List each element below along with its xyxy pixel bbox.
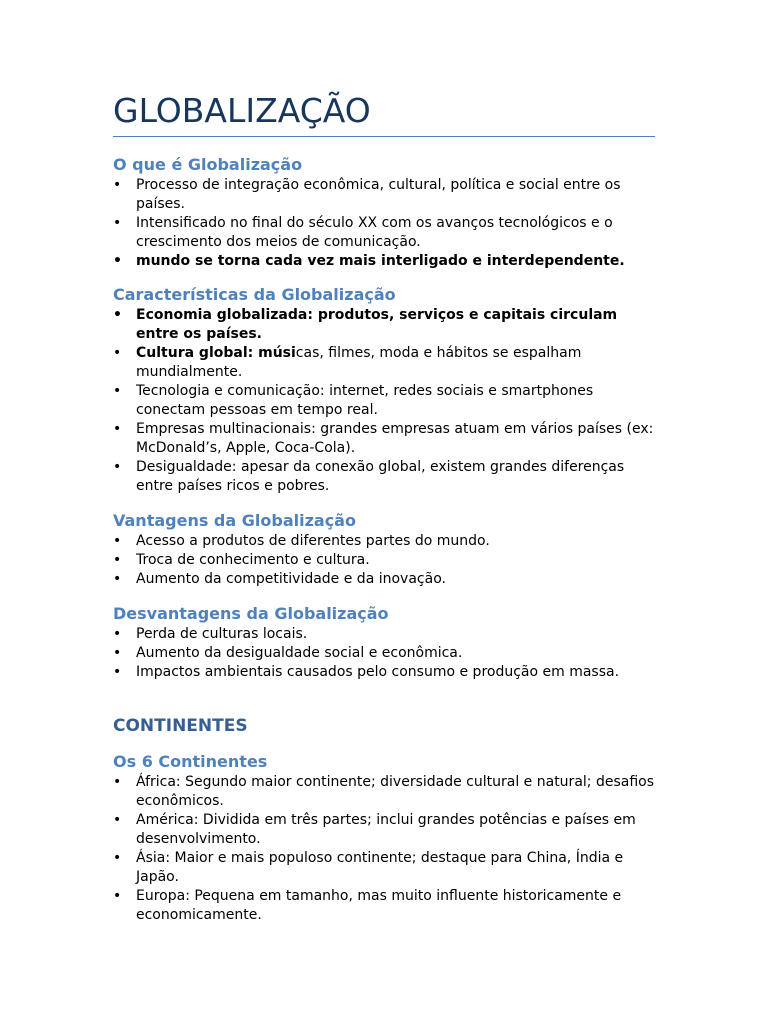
section-subheading: Os 6 Continentes <box>113 752 268 771</box>
section-heading: CONTINENTES <box>113 716 248 736</box>
section-advantages <box>113 510 658 589</box>
bullet-icon: • <box>113 533 122 549</box>
bullet-icon: • <box>113 383 122 399</box>
bullet-icon: • <box>113 626 122 642</box>
bullet-icon: • <box>113 307 122 323</box>
section-heading: Vantagens da Globalização <box>113 511 356 530</box>
bullet-icon: • <box>113 774 122 790</box>
list-item: • Ásia: Maior e mais populoso continente; destaque para China, Índia e Japão. <box>113 850 624 885</box>
section-heading: Desvantagens da Globalização <box>113 604 389 623</box>
list-item: • América: Dividida em três partes; inclui grandes potências e países em desenvolvimento. <box>113 812 636 847</box>
bullet-icon: • <box>113 552 122 568</box>
list-item: • Perda de culturas locais. <box>113 626 308 642</box>
bullet-icon: • <box>113 345 122 361</box>
list-item: • Economia globalizada: produtos, serviços e capitais circulam entre os países. <box>113 307 618 342</box>
list-item: • Empresas multinacionais: grandes empresas atuam em vários países (ex: McDonald’s, Apple, Coca-Cola). <box>113 421 654 456</box>
bullet-list <box>113 176 658 271</box>
section-heading: Características da Globalização <box>113 285 396 304</box>
section-what-is <box>113 154 658 271</box>
list-item: • África: Segundo maior continente; diversidade cultural e natural; desafios econômicos. <box>113 774 654 809</box>
list-item: • Desigualdade: apesar da conexão global, existem grandes diferenças entre países ricos e pobres. <box>113 459 625 494</box>
bullet-icon: • <box>113 888 122 904</box>
list-item: • Troca de conhecimento e cultura. <box>113 552 370 568</box>
bullet-icon: • <box>113 850 122 866</box>
bullet-icon: • <box>113 253 122 269</box>
section-disadvantages <box>113 603 658 682</box>
bullet-icon: • <box>113 571 122 587</box>
list-item: • Aumento da competitividade e da inovação. <box>113 571 446 587</box>
list-item: • mundo se torna cada vez mais interligado e interdependente. <box>113 253 625 269</box>
list-item: • Europa: Pequena em tamanho, mas muito influente historicamente e economicamente. <box>113 888 622 923</box>
bullet-list <box>113 625 658 682</box>
document-content <box>113 88 658 925</box>
list-item: • Intensificado no final do século XX com os avanços tecnológicos e o crescimento dos meios de comunicação. <box>113 215 613 250</box>
section-characteristics <box>113 284 658 496</box>
bullet-icon: • <box>113 459 122 475</box>
bullet-list <box>113 306 658 496</box>
list-item: • Acesso a produtos de diferentes partes do mundo. <box>113 533 490 549</box>
list-item: • Tecnologia e comunicação: internet, redes sociais e smartphones conectam pessoas em tempo real. <box>113 383 594 418</box>
bullet-icon: • <box>113 812 122 828</box>
bullet-icon: • <box>113 215 122 231</box>
list-item: • Cultura global: músicas, filmes, moda e hábitos se espalham mundialmente. <box>113 345 582 380</box>
bullet-list <box>113 773 658 925</box>
bullet-icon: • <box>113 421 122 437</box>
list-item: • Impactos ambientais causados pelo consumo e produção em massa. <box>113 664 620 680</box>
bullet-icon: • <box>113 664 122 680</box>
list-item: • Processo de integração econômica, cultural, política e social entre os países. <box>113 177 621 212</box>
section-continents <box>113 714 658 925</box>
section-heading: O que é Globalização <box>113 155 303 174</box>
document-title: GLOBALIZAÇÃO <box>113 88 655 137</box>
bullet-icon: • <box>113 645 122 661</box>
bullet-icon: • <box>113 177 122 193</box>
bullet-list <box>113 532 658 589</box>
list-item: • Aumento da desigualdade social e econômica. <box>113 645 463 661</box>
